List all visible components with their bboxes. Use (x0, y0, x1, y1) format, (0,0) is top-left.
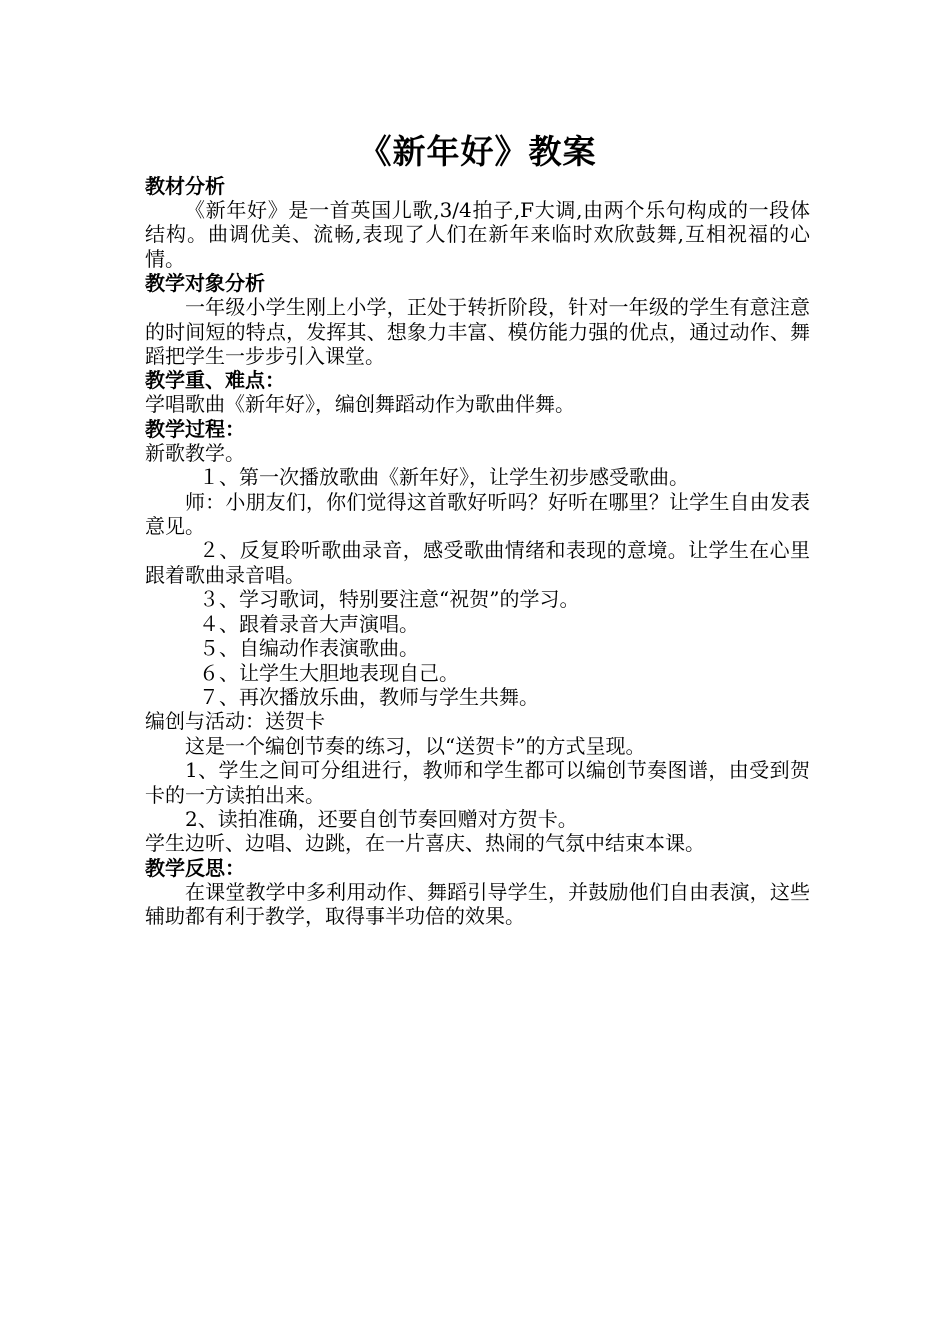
reflection-paragraph: 在课堂教学中多利用动作、舞蹈引导学生，并鼓励他们自由表演，这些辅助都有利于教学，取得事半功倍的效果。 (145, 879, 810, 929)
audience-paragraph: 一年级小学生刚上小学，正处于转折阶段，针对一年级的学生有意注意的时间短的特点，发挥其、想象力丰富、模仿能力强的优点，通过动作、舞蹈把学生一步步引入课堂。 (145, 295, 810, 369)
process-step-3: ３、学习歌词，特别要注意“祝贺”的学习。 (199, 587, 580, 612)
section-heading-reflection: 教学反思： (145, 855, 245, 880)
document-page (145, 130, 810, 929)
process-step-1: １、第一次播放歌曲《新年好》，让学生初步感受歌曲。 (199, 465, 689, 490)
section-heading-keypoints: 教学重、难点： (145, 368, 285, 393)
analysis-paragraph: 《新年好》是一首英国儿歌,3/4拍子,F大调,由两个乐句构成的一段体结构。曲调优美、流畅,表现了人们在新年来临时欢欣鼓舞,互相祝福的心情。 (145, 198, 810, 271)
process-step-7: ７、再次播放乐曲，教师与学生共舞。 (199, 684, 539, 709)
section-heading-audience: 教学对象分析 (145, 271, 265, 296)
process-closing: 学生边听、边唱、边跳，在一片喜庆、热闹的气氛中结束本课。 (145, 831, 705, 856)
process-step-6: ６、让学生大胆地表现自己。 (199, 660, 459, 685)
process-step-4: ４、跟着录音大声演唱。 (199, 611, 419, 636)
activity-intro: 这是一个编创节奏的练习，以“送贺卡”的方式呈现。 (185, 733, 646, 758)
keypoints-paragraph: 学唱歌曲《新年好》，编创舞蹈动作为歌曲伴舞。 (145, 392, 575, 417)
section-heading-process: 教学过程： (145, 416, 245, 441)
document-title: 《新年好》教案 (358, 132, 597, 171)
process-step-5: ５、自编动作表演歌曲。 (199, 636, 419, 661)
process-step-2: ２、反复聆听歌曲录音，感受歌曲情绪和表现的意境。让学生在心里跟着歌曲录音唱。 (145, 538, 810, 587)
activity-item-2: 2、读拍准确，还要自创节奏回赠对方贺卡。 (185, 806, 578, 831)
activity-title: 编创与活动：送贺卡 (145, 709, 325, 734)
section-heading-analysis: 教材分析 (145, 174, 225, 198)
process-teacher-line: 师：小朋友们，你们觉得这首歌好听吗？好听在哪里？让学生自由发表意见。 (145, 489, 810, 539)
activity-item-1: 1、学生之间可分组进行，教师和学生都可以编创节奏图谱，由受到贺卡的一方读拍出来。 (145, 758, 810, 807)
process-intro: 新歌教学。 (145, 440, 245, 465)
